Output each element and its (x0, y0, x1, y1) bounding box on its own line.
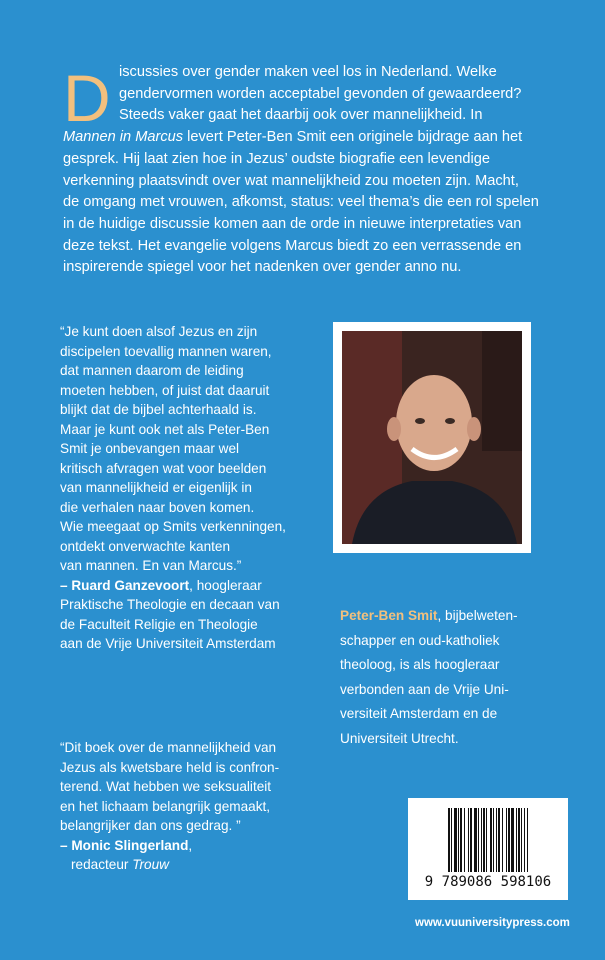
drop-cap: D (63, 61, 111, 135)
quote-line: en het lichaam belangrijk gemaakt, (60, 798, 271, 814)
quote-line: “Dit boek over de mannelijkheid van (60, 740, 277, 755)
author-bio (340, 604, 518, 751)
intro-line: inspirerende spiegel voor het nadenken over gender anno nu. (63, 259, 462, 276)
isbn-number: 9 789086 598106 (418, 874, 558, 890)
quote-line: “Je kunt doen alsof Jezus en zijn (60, 324, 258, 339)
quote-line: Wie meegaat op Smits verkenningen, (60, 519, 286, 534)
intro-line: iscussies over gender maken veel los in Nederland. Welke (119, 64, 497, 80)
publisher-url[interactable]: www.vuuniversitypress.com (415, 917, 570, 929)
intro-paragraph (63, 62, 583, 279)
quote-line: die verhalen naar boven komen. (60, 499, 255, 515)
intro-text: levert Peter-Ben Smit een originele bijdrage aan het (183, 129, 523, 146)
quote-line: belangrijker dan ons gedrag. ” (60, 818, 241, 833)
intro-line: Steeds vaker gaat het daarbij ook over mannelijkheid. In (119, 107, 483, 124)
bio-line: schapper en oud-katholiek (340, 632, 500, 648)
bio-line: verbonden aan de Vrije Uni- (340, 681, 509, 697)
quote-line: Smit je onbevangen maar wel (60, 441, 240, 456)
quote-line: aan de Vrije Universiteit Amsterdam (60, 636, 276, 651)
endorsement-quote-1 (60, 322, 286, 654)
quote-author-role: , hoogleraar (189, 577, 262, 593)
role-text: redacteur (71, 857, 133, 872)
quote-line: van mannen. En van Marcus.” (60, 558, 242, 573)
intro-line (63, 127, 583, 149)
quote-line: kritisch afvragen wat voor beelden (60, 460, 267, 476)
intro-line: deze tekst. Het evangelie volgens Marcus biedt zo een verrassende en (63, 237, 522, 254)
newspaper-name: Trouw (132, 857, 169, 872)
author-photo (333, 322, 531, 553)
quote-line: ontdekt onverwachte kanten (60, 538, 231, 554)
quote-line: terend. Wat hebben we seksualiteit (60, 779, 272, 794)
quote-line: Praktische Theologie en decaan van (60, 597, 280, 612)
intro-line: gendervormen worden acceptabel gevonden of gewaardeerd? (119, 85, 522, 102)
quote-author-punct: , (188, 837, 193, 853)
quote-line: van mannelijkheid er eigenlijk in (60, 480, 252, 495)
bio-line: versiteit Amsterdam en de (340, 706, 498, 721)
barcode-bar (528, 808, 529, 872)
quote-line: moeten hebben, of juist dat daaruit (60, 382, 270, 398)
quote-line: discipelen toevallig mannen waren, (60, 343, 272, 359)
quote-line: dat mannen daarom de leiding (60, 363, 244, 378)
bio-line: theoloog, is als hoogleraar (340, 657, 500, 672)
quote-attribution (60, 836, 279, 856)
quote-author: – Monic Slingerland (60, 837, 189, 853)
bio-line (340, 604, 518, 629)
book-title: Mannen in Marcus (63, 129, 184, 146)
quote-attribution (60, 576, 286, 596)
isbn-barcode (408, 798, 568, 900)
quote-line: blijkt dat de bijbel achterhaald is. (60, 402, 257, 417)
intro-line: de omgang met vrouwen, afkomst, status: veel thema’s die een rol spelen (63, 194, 539, 211)
quote-author: – Ruard Ganzevoort (60, 577, 190, 593)
quote-line: Maar je kunt ook net als Peter-Ben (60, 421, 270, 437)
intro-line: verkenning plaatsvindt over wat mannelijkheid zou moeten zijn. Macht, (63, 172, 519, 189)
author-portrait-image (342, 331, 522, 544)
intro-line: in de huidige discussie komen aan de orde in nieuwe interpretaties van (63, 215, 522, 232)
bio-line: Universiteit Utrecht. (340, 730, 459, 746)
bio-text: , bijbelweten- (437, 608, 518, 623)
barcode-bars (418, 808, 558, 872)
endorsement-quote-2 (60, 738, 279, 875)
quote-line: Jezus als kwetsbare held is confron- (60, 759, 280, 775)
intro-line: gesprek. Hij laat zien hoe in Jezus’ oudste biografie een levendige (63, 150, 491, 167)
quote-line: de Faculteit Religie en Theologie (60, 616, 258, 632)
quote-author-role (60, 855, 279, 875)
author-name: Peter-Ben Smit (340, 608, 438, 623)
